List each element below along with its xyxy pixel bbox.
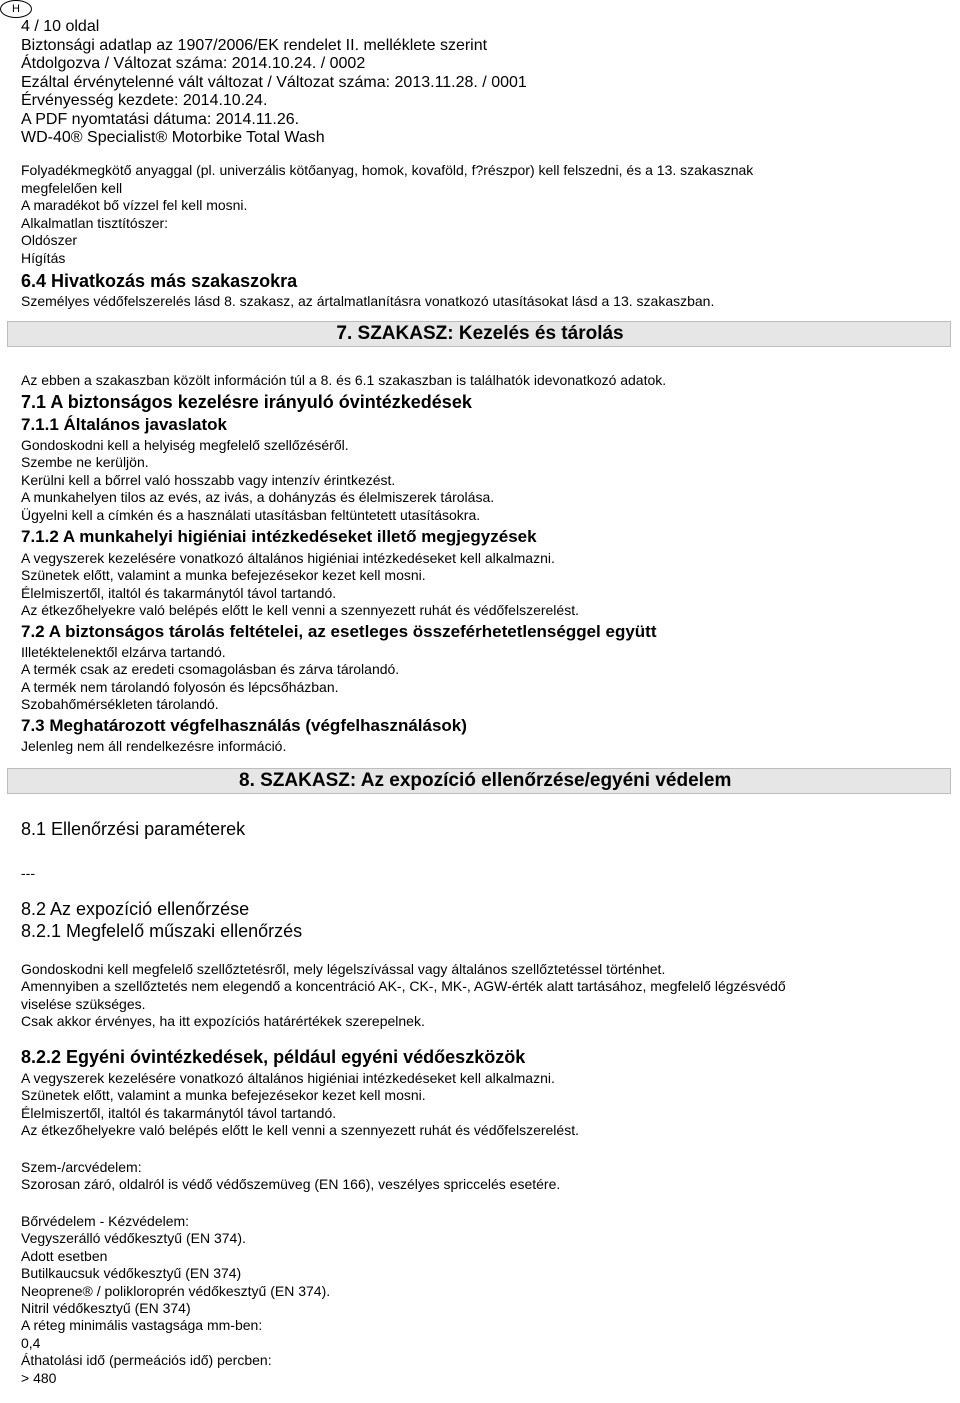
list-item: Illetéktelenektől elzárva tartandó.	[21, 644, 226, 660]
eye-protection-text: Szorosan záró, oldalról is védő védőszemüveg (EN 166), veszélyes spriccelés esetére.	[21, 1176, 561, 1193]
list-7-1-2	[21, 550, 579, 620]
document-header	[21, 18, 527, 148]
eye-protection	[21, 1159, 560, 1194]
section-8-title: 8. SZAKASZ: Az expozíció ellenőrzése/egyéni védelem	[239, 770, 732, 791]
text-line: Folyadékmegkötő anyaggal (pl. univerzális kötőanyag, homok, kovaföld, f?részpor) kell felszedni, és a 13. szakasznak	[21, 162, 754, 178]
list-item: A termék nem tárolandó folyosón és lépcsőházban.	[21, 678, 339, 695]
list-item: A vegyszerek kezelésére vonatkozó általános higiéniai intézkedéseket kell alkalmazni.	[21, 1070, 555, 1086]
header-regulation: Biztonsági adatlap az 1907/2006/EK rendelet II. melléklete szerint	[21, 36, 488, 54]
heading-6-4: 6.4 Hivatkozás más szakaszokra	[21, 271, 298, 291]
page-number: 4 / 10 oldal	[21, 18, 100, 35]
list-item: Szembe ne kerüljön.	[21, 454, 149, 471]
text-line: Alkalmatlan tisztítószer:	[21, 214, 169, 231]
text-line: megfelelően kell	[21, 179, 123, 196]
list-item: A termék csak az eredeti csomagolásban és zárva tárolandó.	[21, 661, 400, 678]
list-item: A munkahelyen tilos az evés, az ivás, a dohányzás és élelmiszerek tárolása.	[21, 489, 495, 506]
list-item: Neoprene® / polikloroprén védőkesztyű (EN 374).	[21, 1282, 331, 1299]
heading-8-2-2: 8.2.2 Egyéni óvintézkedések, például egyéni védőeszközök	[21, 1047, 526, 1067]
eye-protection-label: Szem-/arcvédelem:	[21, 1159, 142, 1175]
list-8-2-1	[21, 961, 786, 1031]
list-item: Az étkezőhelyekre való belépés előtt le kell venni a szennyezett ruhát és védőfelszerelést.	[21, 1122, 579, 1139]
text-line: Oldószer	[21, 232, 78, 249]
section-7-intro: Az ebben a szakaszban közölt információn túl a 8. és 6.1 szakaszban is találhatók idevonatkozó adatok.	[21, 372, 667, 388]
heading-7-2: 7.2 A biztonságos tárolás feltételei, az esetleges összeférhetetlenséggel együtt	[21, 622, 657, 641]
list-item: A vegyszerek kezelésére vonatkozó általános higiéniai intézkedéseket kell alkalmazni.	[21, 550, 555, 566]
no-data-dashes: ---	[21, 865, 35, 881]
skin-protection-label: Bőrvédelem - Kézvédelem:	[21, 1213, 190, 1229]
heading-7-1-2: 7.1.2 A munkahelyi higiéniai intézkedéseket illető megjegyzések	[21, 527, 537, 546]
list-item: Élelmiszertől, italtól és takarmánytól távol tartandó.	[21, 584, 337, 601]
list-item: Vegyszerálló védőkesztyű (EN 374).	[21, 1230, 246, 1247]
text-7-3: Jelenleg nem áll rendelkezésre információ.	[21, 738, 287, 754]
text-line: A maradékot bő vízzel fel kell mosni.	[21, 197, 248, 214]
header-revision: Átdolgozva / Változat száma: 2014.10.24. / 0002	[21, 55, 366, 72]
list-item: Szünetek előtt, valamint a munka befejezésekor kezet kell mosni.	[21, 1087, 426, 1104]
list-item: 0,4	[21, 1334, 41, 1351]
list-item: Gondoskodni kell megfelelő szellőztetésről, mely légelszívással vagy általános szellőztetéssel történhet.	[21, 961, 666, 977]
text-6-4: Személyes védőfelszerelés lásd 8. szakasz, az ártalmatlanításra vonatkozó utasításokat lásd a 13. szakaszban.	[21, 293, 715, 309]
header-print-date: A PDF nyomtatási dátuma: 2014.11.26.	[21, 110, 300, 128]
list-item: Szünetek előtt, valamint a munka befejezésekor kezet kell mosni.	[21, 567, 426, 584]
list-item: viselése szükséges.	[21, 995, 146, 1012]
heading-8-1: 8.1 Ellenőrzési paraméterek	[21, 819, 246, 839]
list-item: Nitril védőkesztyű (EN 374)	[21, 1300, 191, 1317]
list-item: Butilkaucsuk védőkesztyű (EN 374)	[21, 1265, 242, 1282]
list-item: Amennyiben a szellőztetés nem elegendő a koncentráció AK-, CK-, MK-, AGW-érték alatt tartásához, megfelelő légzésvédő	[21, 978, 786, 995]
section-6-3-text	[21, 162, 753, 268]
list-item: Ügyelni kell a címkén és a használati utasításban feltüntetett utasításokra.	[21, 506, 481, 523]
heading-8-2: 8.2 Az expozíció ellenőrzése	[21, 899, 250, 919]
header-product-name: WD-40® Specialist® Motorbike Total Wash	[21, 129, 325, 146]
heading-7-1: 7.1 A biztonságos kezelésre irányuló óvintézkedések	[21, 392, 472, 412]
list-item: Gondoskodni kell a helyiség megfelelő szellőzéséről.	[21, 437, 349, 453]
list-item: Adott esetben	[21, 1247, 108, 1264]
list-7-2	[21, 644, 399, 714]
header-valid-from: Érvényesség kezdete: 2014.10.24.	[21, 92, 268, 109]
list-item: Kerülni kell a bőrrel való hosszabb vagy intenzív érintkezést.	[21, 471, 396, 488]
list-item: Szobahőmérsékleten tárolandó.	[21, 696, 219, 713]
list-item: Élelmiszertől, italtól és takarmánytól távol tartandó.	[21, 1104, 337, 1121]
heading-7-1-1: 7.1.1 Általános javaslatok	[21, 415, 227, 434]
list-7-1-1	[21, 437, 494, 524]
list-item: Az étkezőhelyekre való belépés előtt le kell venni a szennyezett ruhát és védőfelszerelést.	[21, 602, 579, 619]
list-8-2-2	[21, 1070, 579, 1140]
skin-protection	[21, 1213, 330, 1387]
logo-badge: H	[0, 0, 32, 18]
list-item: Csak akkor érvényes, ha itt expozíciós határértékek szerepelnek.	[21, 1013, 425, 1030]
list-item: Áthatolási idő (permeációs idő) percben:	[21, 1352, 272, 1369]
heading-8-2-1: 8.2.1 Megfelelő műszaki ellenőrzés	[21, 921, 303, 941]
list-item: A réteg minimális vastagsága mm-ben:	[21, 1317, 263, 1334]
text-line: Hígítás	[21, 249, 66, 266]
heading-7-3: 7.3 Meghatározott végfelhasználás (végfelhasználások)	[21, 716, 467, 735]
section-7-title: 7. SZAKASZ: Kezelés és tárolás	[336, 323, 624, 344]
list-item: > 480	[21, 1369, 57, 1386]
header-superseded: Ezáltal érvénytelenné vált változat / Változat száma: 2013.11.28. / 0001	[21, 73, 527, 91]
